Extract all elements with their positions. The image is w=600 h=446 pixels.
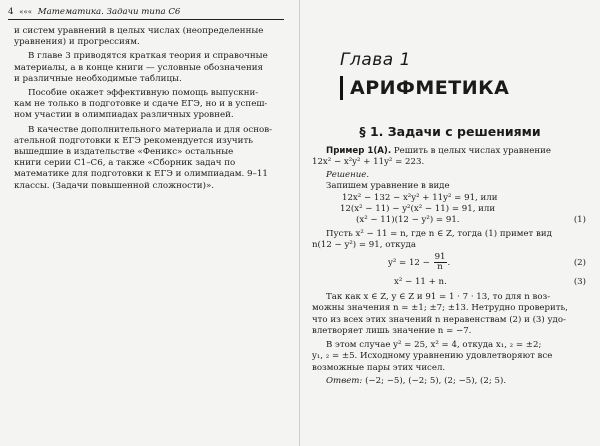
text-line: Пособие окажет эффективную помощь выпускни- bbox=[28, 88, 259, 99]
chapter-label: Глава 1 bbox=[340, 50, 411, 70]
text-line: кам не только в подготовке и сдаче ЕГЭ, но и в успеш- bbox=[14, 99, 268, 110]
fraction bbox=[434, 253, 447, 272]
text-line: вышедшие в издательстве «Феникс» остальные bbox=[14, 147, 234, 158]
fraction-denominator: n bbox=[437, 261, 443, 272]
text-line: и различные необходимые таблицы. bbox=[14, 73, 182, 84]
text-line: ательной подготовки к ЕГЭ рекомендуется изучить bbox=[14, 135, 253, 146]
text-line: материалы, а в конце книги — условные обозначения bbox=[14, 62, 264, 73]
equation-3 bbox=[312, 277, 586, 288]
example-text: Решить в целых числах уравнение bbox=[393, 146, 551, 156]
equation-line: 12x² − 132 − x²y² + 11y² = 91, или bbox=[342, 192, 498, 203]
section-title: § 1. Задачи с решениями bbox=[359, 124, 541, 139]
text-line: влетворяет лишь значение n = −7. bbox=[312, 326, 472, 337]
right-body-text bbox=[312, 146, 586, 387]
text-line: возможные пары этих чисел. bbox=[312, 362, 446, 373]
equation-2 bbox=[312, 252, 586, 274]
right-page bbox=[300, 0, 600, 446]
text-line: В главе 3 приводятся краткая теория и справочные bbox=[28, 51, 268, 62]
text-line: что из всех этих значений n неравенствам (2) и (3) удо- bbox=[312, 314, 566, 325]
text-line: В этом случае y² = 25, x² = 4, откуда x₁, ₂ = ±2; bbox=[326, 339, 542, 350]
answer-value: (−2; −5), (−2; 5), (2; −5), (2; 5). bbox=[365, 375, 507, 386]
equation-2-end: . bbox=[447, 257, 451, 268]
rewrite-text: Запишем уравнение в виде bbox=[326, 181, 450, 192]
equation-3-text: x² − 11 + n. bbox=[394, 276, 447, 287]
text-line: и систем уравнений в целых числах (неопределенные bbox=[14, 26, 264, 36]
ornament: ««« bbox=[19, 8, 33, 16]
text-line: Так как x ∈ Z, y ∈ Z и 91 = 1 · 7 · 13, то для n воз- bbox=[326, 292, 551, 303]
example-equation: 12x² − x²y² + 11y² = 223. bbox=[312, 157, 425, 168]
answer-label: Ответ: bbox=[326, 375, 363, 386]
equation-line: 12(x² − 11) − y²(x² − 11) = 91, или bbox=[340, 204, 496, 215]
equation-number: (2) bbox=[573, 257, 586, 268]
text-line: можны значения n = ±1; ±7; ±13. Нетрудно проверить, bbox=[312, 303, 568, 314]
substitution-line: Пусть x² − 11 = n, где n ∈ Z, тогда (1) примет вид bbox=[326, 228, 552, 239]
text-line: математике для подготовки к ЕГЭ и олимпиадам. 9–11 bbox=[14, 169, 268, 180]
running-head bbox=[8, 7, 284, 20]
solution-label: Решение. bbox=[326, 169, 370, 180]
left-body-text bbox=[14, 26, 280, 192]
substitution-line: n(12 − y²) = 91, откуда bbox=[312, 240, 416, 251]
page-number: 4 bbox=[8, 7, 14, 17]
equation-1 bbox=[312, 215, 586, 226]
example-label: Пример 1(А). bbox=[326, 146, 392, 156]
text-line: y₁, ₂ = ±5. Исходному уравнению удовлетворяют все bbox=[312, 351, 553, 362]
running-head-title: Математика. Задачи типа С6 bbox=[37, 7, 181, 17]
chapter-bar bbox=[340, 76, 343, 100]
equation-number: (1) bbox=[573, 215, 586, 226]
equation-2-left: y² = 12 − bbox=[388, 257, 430, 268]
equation-number: (3) bbox=[573, 276, 586, 287]
fraction-numerator: 91 bbox=[434, 251, 446, 262]
example-line bbox=[312, 146, 586, 157]
chapter-title: АРИФМЕТИКА bbox=[350, 77, 510, 99]
equation-line: (x² − 11)(12 − y²) = 91. bbox=[356, 215, 460, 226]
text-line: ном участии в олимпиадах различных уровней. bbox=[14, 110, 234, 121]
text-line: уравнения) и прогрессиям. bbox=[14, 37, 140, 48]
text-line: В качестве дополнительного материала и для основ- bbox=[28, 124, 273, 135]
text-line: классы. (Задачи повышенной сложности)». bbox=[14, 180, 215, 191]
text-line: книги серии С1–С6, а также «Сборник задач по bbox=[14, 158, 236, 169]
answer-line bbox=[312, 376, 586, 387]
